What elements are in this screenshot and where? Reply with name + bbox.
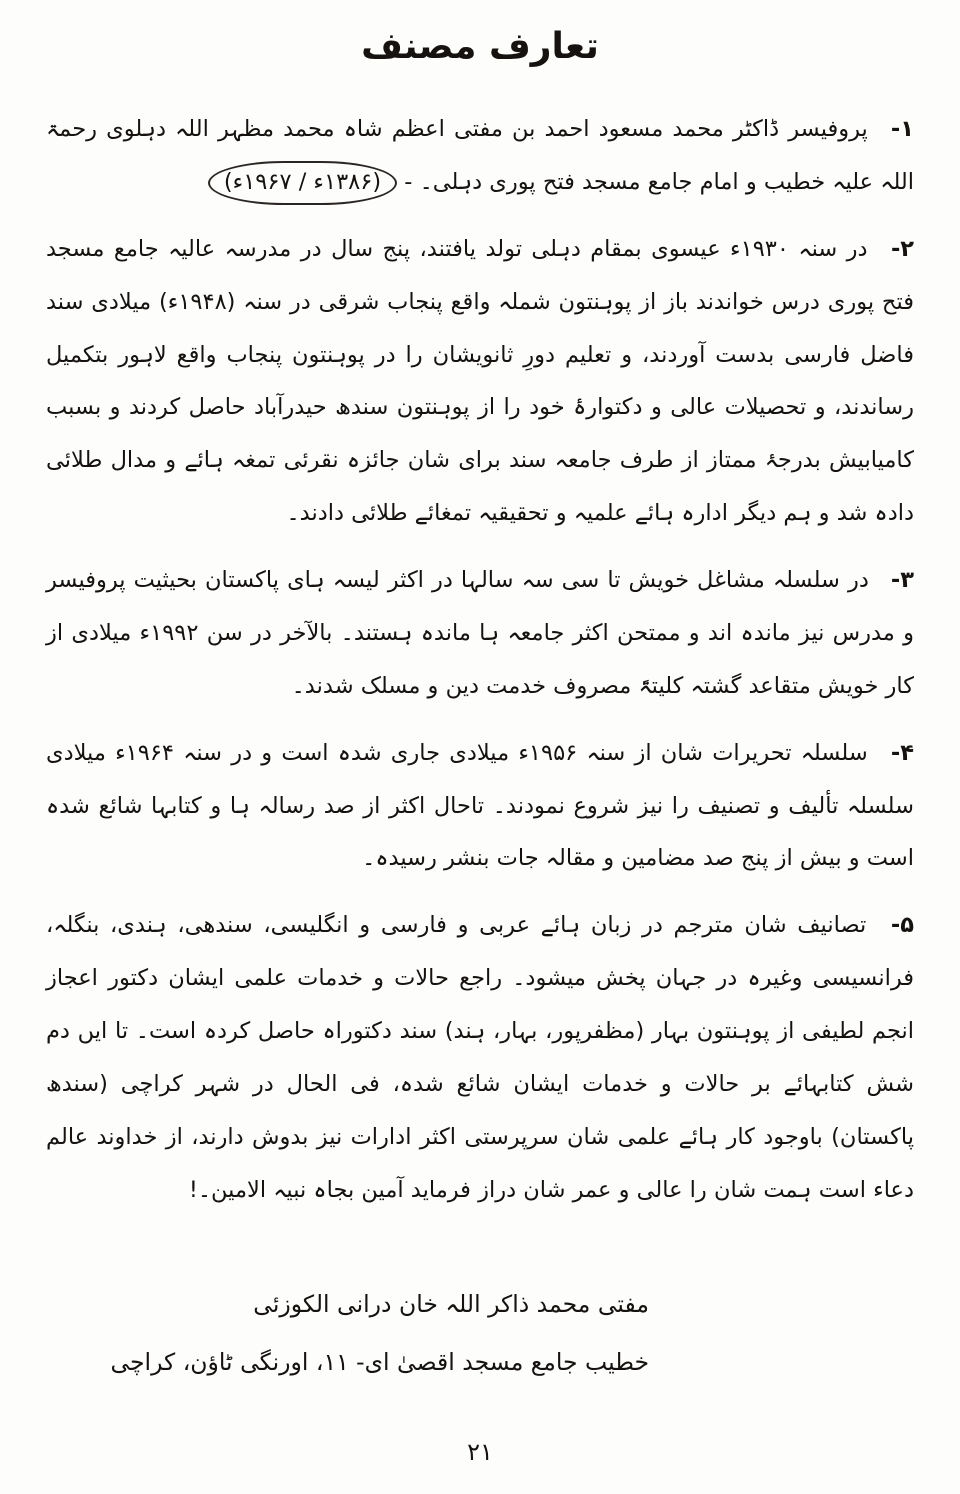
author-intro-list: [46, 103, 914, 1217]
item-number: ۴-: [890, 739, 914, 766]
item-text: در سنہ ۱۹۳۰ء عیسوی بمقام دہلی تولد یافتند، پنج سال در مدرسہ عالیہ جامع مسجد فتح پوری درس خواندند باز از پوہنتون شملہ واقع پنجاب شرقی در سنہ (۱۹۴۸ء) میلادی سند فاضل فارسی بدست آوردند، و تعلیم دورِ ثانویشان را در پوہنتون پنجاب واقع لاہور بتکمیل رساندند، و تحصیلات عالی و دکتوارۂ خود را از پوہنتون سندھ حیدرآباد حاصل کردند و بسبب کامیابیش بدرجۂ ممتاز از طرف جامعہ سند برای شان جائزہ نقرئی تمغہ ہائے و مدال طلائی دادہ شد و ہم دیگر ادارہ ہائے علمیہ و تحقیقیہ تمغائے طلائی دادند۔: [46, 235, 914, 527]
signature-name: مفتی محمد ذاکر اللہ خان درانی الکوزئی: [253, 1289, 649, 1318]
item-text: در سلسلہ مشاغل خویش تا سی سہ سالہا در اکثر لیسہ ہای پاکستان بحیثیت پروفیسر و مدرس نیز ماندہ اند و ممتحن اکثر جامعہ ہا ماندہ ہستند۔ بالآخر در سن ۱۹۹۲ء میلادی از کار خویش متقاعد گشتہ کلیتۃً مصروف خدمت دین و مسلک شدند۔: [46, 567, 914, 699]
item-number: ۱-: [890, 116, 914, 142]
date-annotation: (۱۳۸۶ء / ۱۹۶۷ء): [208, 161, 397, 205]
item-text: پروفیسر ڈاکٹر محمد مسعود احمد بن مفتی اعظم شاہ محمد مظہر اللہ دہلوی رحمۃ اللہ علیہ خطیب و امام جامع مسجد فتح پوری دہلی۔ -: [46, 116, 914, 195]
item-number: ۵-: [890, 912, 914, 939]
item-text: تصانیف شان مترجم در زبان ہائے عربی و فارسی و انگلیسی، سندھی، ہندی، بنگلہ، فرانسیسی وغیرہ در جہان پخش میشود۔ راجع حالات و خدمات علمی ایشان دکتور اعجاز انجم لطیفی از پوہنتون بہار (مظفرپور، بہار، ہند) سند دکتوراہ حاصل کردہ است۔ تا ایں دم شش کتابہائے بر حالات و خدمات ایشان شائع شدہ، فی الحال در شہر کراچی (سندھ پاکستان) باوجود کار ہائے علمی شان سرپرستی اکثر ادارات نیز بدوش دارند، از خداوند عالم دعاء است ہمت شان را عالی و عمر شان دراز فرماید آمین بجاہ نبیہ الامین۔!: [46, 912, 914, 1203]
page-title: تعارف مصنف: [361, 26, 599, 67]
list-item-3: [46, 554, 914, 713]
signature-role: خطیب جامع مسجد اقصیٰ ای- ۱۱، اورنگی ٹاؤن، کراچی: [110, 1348, 649, 1377]
list-item-1: [46, 103, 914, 209]
page-number: ۲۱: [467, 1438, 493, 1466]
item-number: ۲-: [890, 235, 915, 262]
list-item-5: [46, 899, 914, 1216]
list-item-4: [46, 727, 914, 886]
list-item-2: [46, 223, 914, 540]
item-number: ۳-: [890, 567, 914, 593]
signature-block: [46, 1275, 649, 1393]
item-text: سلسلہ تحریرات شان از سنہ ۱۹۵۶ء میلادی جاری شدہ است و در سنہ ۱۹۶۴ء میلادی سلسلہ تألیف و تصنیف را نیز شروع نمودند۔ تاحال اکثر از صد رسالہ ہا و کتابہا شائع شدہ است و بیش از پنج صد مضامین و مقالہ جات بنشر رسیدہ۔: [46, 739, 914, 872]
